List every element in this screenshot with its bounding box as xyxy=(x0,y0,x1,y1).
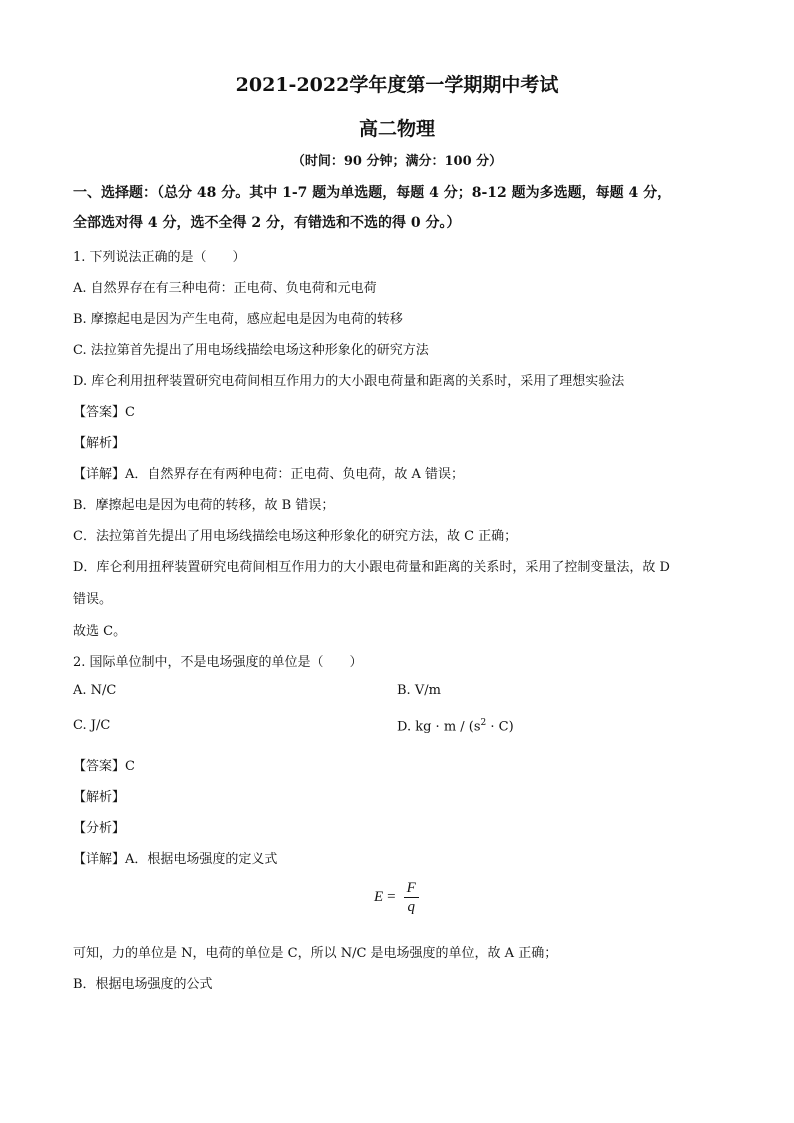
q2-option-d xyxy=(397,718,514,734)
q2-answer: 【答案】C xyxy=(73,759,135,774)
q2-option-c: C. J/C xyxy=(73,718,111,733)
q2-option-b: B. V/m xyxy=(397,683,441,698)
q1-answer: 【答案】C xyxy=(73,405,135,420)
formula-denominator: q xyxy=(407,899,415,915)
q2-option-d-prefix: D. kg · m / (s xyxy=(397,719,481,735)
section-heading-line1: 一、选择题：（总分 48 分。其中 1-7 题为单选题，每题 4 分；8-12 题为多选题，每题 4 分， xyxy=(73,185,672,201)
q2-option-d-sup: 2 xyxy=(480,718,487,728)
q1-detail-b: B．摩擦起电是因为电荷的转移，故 B 错误； xyxy=(73,498,335,513)
field-strength-formula xyxy=(374,880,419,915)
q1-detail-d-cont: 错误。 xyxy=(73,592,113,607)
q2-option-d-suffix: · C) xyxy=(486,719,514,735)
q1-analysis: 【解析】 xyxy=(73,436,126,451)
q2-detail-a: 【详解】A．根据电场强度的定义式 xyxy=(73,852,278,867)
exam-time-info: （时间：90 分钟；满分：100 分） xyxy=(291,154,503,169)
q1-detail-a: 【详解】A．自然界存在有两种电荷：正电荷、负电荷，故 A 错误； xyxy=(73,467,465,482)
section-heading-line2: 全部选对得 4 分，选不全得 2 分，有错选和不选的得 0 分。） xyxy=(73,215,461,231)
q1-option-a: A. 自然界存在有三种电荷：正电荷、负电荷和元电荷 xyxy=(73,281,377,296)
formula-numerator: F xyxy=(404,880,419,898)
q2-analysis: 【解析】 xyxy=(73,790,126,805)
exam-subject: 高二物理 xyxy=(358,118,435,140)
q2-fenxi: 【分析】 xyxy=(73,821,126,836)
q2-explain: 可知，力的单位是 N，电荷的单位是 C，所以 N/C 是电场强度的单位，故 A 正确； xyxy=(73,946,558,961)
q2-option-a: A. N/C xyxy=(73,683,117,698)
q1-conclusion: 故选 C。 xyxy=(73,624,127,639)
q1-option-d: D. 库仑利用扭秤装置研究电荷间相互作用力的大小跟电荷量和距离的关系时，采用了理想实验法 xyxy=(73,374,625,389)
formula-fraction xyxy=(404,880,419,915)
q1-option-c: C. 法拉第首先提出了用电场线描绘电场这种形象化的研究方法 xyxy=(73,343,429,358)
formula-equals: = xyxy=(387,889,396,905)
q1-detail-c: C．法拉第首先提出了用电场线描绘电场这种形象化的研究方法，故 C 正确； xyxy=(73,529,518,544)
q1-stem: 1. 下列说法正确的是（ ） xyxy=(73,250,246,265)
q2-stem: 2. 国际单位制中，不是电场强度的单位是（ ） xyxy=(73,655,363,670)
q1-option-b: B. 摩擦起电是因为产生电荷，感应起电是因为电荷的转移 xyxy=(73,312,403,327)
q1-detail-d: D．库仑利用扭秤装置研究电荷间相互作用力的大小跟电荷量和距离的关系时，采用了控制变量法，故 D xyxy=(73,560,670,575)
exam-title: 2021-2022学年度第一学期期中考试 xyxy=(235,74,559,96)
q2-detail-b: B．根据电场强度的公式 xyxy=(73,977,213,992)
formula-lhs: E xyxy=(374,889,384,905)
